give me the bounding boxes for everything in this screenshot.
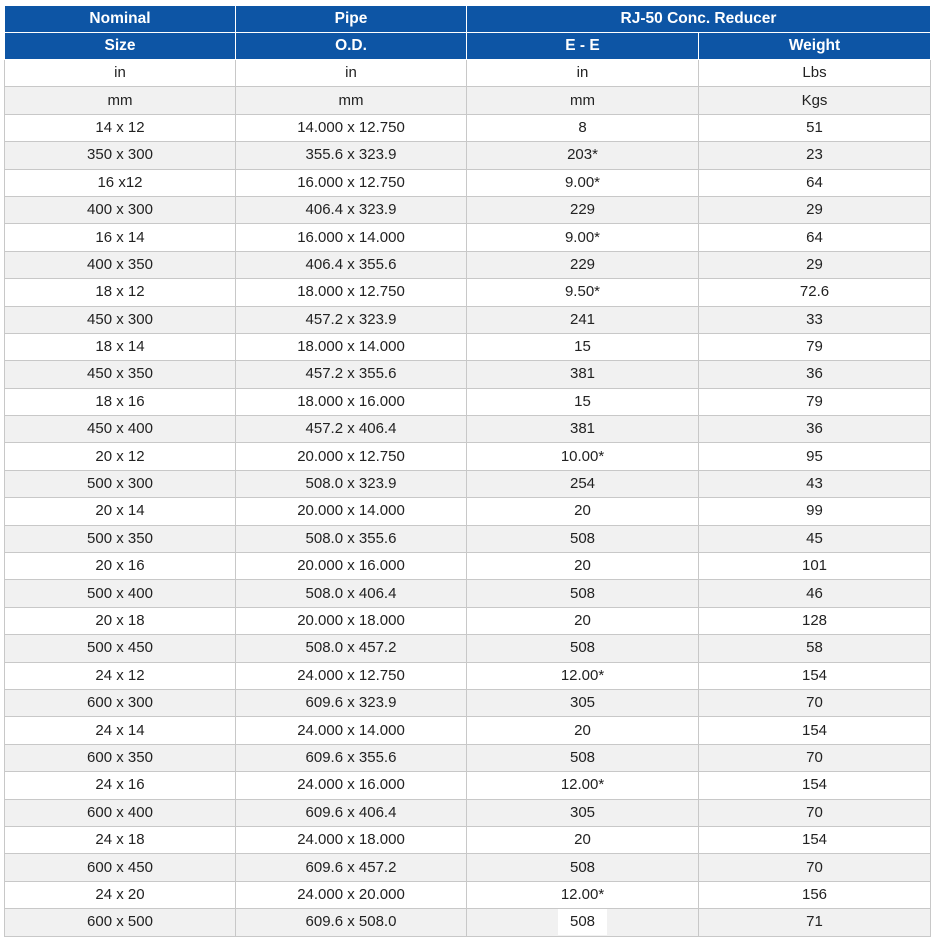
- weight-cell: Lbs: [699, 60, 931, 87]
- nominal-size-cell: 500 x 350: [5, 525, 236, 552]
- end-to-end-cell: 12.00*: [467, 662, 699, 689]
- nominal-size-cell: 400 x 300: [5, 196, 236, 223]
- table-row: [5, 717, 931, 744]
- table-row: [5, 799, 931, 826]
- end-to-end-cell: 254: [467, 470, 699, 497]
- table-row: [5, 826, 931, 853]
- pipe-od-cell: mm: [236, 87, 467, 114]
- pipe-od-header-line1: Pipe: [236, 6, 467, 33]
- table-row: [5, 388, 931, 415]
- pipe-od-cell: 24.000 x 18.000: [236, 826, 467, 853]
- table-row: [5, 689, 931, 716]
- table-row: [5, 224, 931, 251]
- pipe-od-cell: 406.4 x 323.9: [236, 196, 467, 223]
- end-to-end-cell: 241: [467, 306, 699, 333]
- pipe-od-cell: 457.2 x 323.9: [236, 306, 467, 333]
- nominal-size-cell: 450 x 300: [5, 306, 236, 333]
- end-to-end-cell: 229: [467, 196, 699, 223]
- pipe-od-cell: 18.000 x 16.000: [236, 388, 467, 415]
- weight-cell: 154: [699, 772, 931, 799]
- nominal-size-cell: 20 x 12: [5, 443, 236, 470]
- weight-cell: 79: [699, 333, 931, 360]
- weight-cell: 36: [699, 416, 931, 443]
- pipe-od-cell: 508.0 x 323.9: [236, 470, 467, 497]
- table-row: [5, 580, 931, 607]
- table-row: [5, 909, 931, 936]
- table-row: [5, 142, 931, 169]
- nominal-size-cell: 16 x 14: [5, 224, 236, 251]
- table-row: [5, 470, 931, 497]
- end-to-end-header: E - E: [467, 33, 699, 60]
- end-to-end-cell: 305: [467, 799, 699, 826]
- nominal-size-cell: mm: [5, 87, 236, 114]
- weight-cell: 70: [699, 799, 931, 826]
- end-to-end-cell: 508: [467, 635, 699, 662]
- nominal-size-cell: 20 x 18: [5, 607, 236, 634]
- end-to-end-cell: 508: [467, 854, 699, 881]
- end-to-end-cell: 15: [467, 388, 699, 415]
- weight-cell: 101: [699, 553, 931, 580]
- nominal-size-header-line2: Size: [5, 33, 236, 60]
- pipe-od-cell: 508.0 x 406.4: [236, 580, 467, 607]
- pipe-od-cell: 24.000 x 20.000: [236, 881, 467, 908]
- nominal-size-cell: 16 x12: [5, 169, 236, 196]
- reducer-spec-table-container: [4, 5, 930, 937]
- end-to-end-cell: 508: [467, 580, 699, 607]
- end-to-end-cell: 203*: [467, 142, 699, 169]
- nominal-size-cell: 500 x 450: [5, 635, 236, 662]
- table-row: [5, 306, 931, 333]
- end-to-end-cell: 20: [467, 498, 699, 525]
- nominal-size-cell: 350 x 300: [5, 142, 236, 169]
- table-row: [5, 553, 931, 580]
- table-row: [5, 744, 931, 771]
- end-to-end-cell: 9.00*: [467, 169, 699, 196]
- pipe-od-cell: 355.6 x 323.9: [236, 142, 467, 169]
- weight-cell: 70: [699, 854, 931, 881]
- reducer-group-header: RJ-50 Conc. Reducer: [467, 6, 931, 33]
- weight-cell: 95: [699, 443, 931, 470]
- table-body: [5, 60, 931, 937]
- pipe-od-cell: 24.000 x 16.000: [236, 772, 467, 799]
- weight-cell: 51: [699, 114, 931, 141]
- nominal-size-cell: 18 x 16: [5, 388, 236, 415]
- weight-cell: Kgs: [699, 87, 931, 114]
- end-to-end-cell: 12.00*: [467, 772, 699, 799]
- end-to-end-cell: 229: [467, 251, 699, 278]
- pipe-od-cell: 508.0 x 457.2: [236, 635, 467, 662]
- nominal-size-cell: 18 x 14: [5, 333, 236, 360]
- weight-cell: 23: [699, 142, 931, 169]
- pipe-od-cell: 20.000 x 16.000: [236, 553, 467, 580]
- weight-cell: 43: [699, 470, 931, 497]
- end-to-end-cell: 10.00*: [467, 443, 699, 470]
- weight-cell: 29: [699, 196, 931, 223]
- nominal-size-cell: in: [5, 60, 236, 87]
- weight-cell: 70: [699, 744, 931, 771]
- end-to-end-cell: 20: [467, 826, 699, 853]
- nominal-size-cell: 600 x 350: [5, 744, 236, 771]
- end-to-end-cell: 20: [467, 553, 699, 580]
- nominal-size-cell: 600 x 400: [5, 799, 236, 826]
- end-to-end-value: 508: [558, 909, 607, 935]
- weight-cell: 154: [699, 826, 931, 853]
- nominal-size-header-line1: Nominal: [5, 6, 236, 33]
- pipe-od-header-line2: O.D.: [236, 33, 467, 60]
- table-row: [5, 169, 931, 196]
- table-row: [5, 279, 931, 306]
- nominal-size-cell: 24 x 18: [5, 826, 236, 853]
- end-to-end-cell: 381: [467, 361, 699, 388]
- table-row: [5, 498, 931, 525]
- table-row: [5, 662, 931, 689]
- pipe-od-cell: 609.6 x 406.4: [236, 799, 467, 826]
- nominal-size-cell: 24 x 20: [5, 881, 236, 908]
- nominal-size-cell: 600 x 450: [5, 854, 236, 881]
- pipe-od-cell: 609.6 x 355.6: [236, 744, 467, 771]
- nominal-size-cell: 24 x 16: [5, 772, 236, 799]
- weight-cell: 128: [699, 607, 931, 634]
- nominal-size-cell: 18 x 12: [5, 279, 236, 306]
- weight-cell: 154: [699, 717, 931, 744]
- nominal-size-cell: 600 x 300: [5, 689, 236, 716]
- table-row: [5, 443, 931, 470]
- weight-cell: 33: [699, 306, 931, 333]
- table-row: [5, 525, 931, 552]
- weight-cell: 72.6: [699, 279, 931, 306]
- nominal-size-cell: 24 x 12: [5, 662, 236, 689]
- table-row: [5, 196, 931, 223]
- end-to-end-cell: 508: [467, 744, 699, 771]
- weight-header: Weight: [699, 33, 931, 60]
- table-row: [5, 416, 931, 443]
- nominal-size-cell: 400 x 350: [5, 251, 236, 278]
- table-row: [5, 854, 931, 881]
- nominal-size-cell: 20 x 16: [5, 553, 236, 580]
- pipe-od-cell: 14.000 x 12.750: [236, 114, 467, 141]
- table-row: [5, 361, 931, 388]
- end-to-end-cell: 8: [467, 114, 699, 141]
- table-row: [5, 881, 931, 908]
- end-to-end-cell: 9.00*: [467, 224, 699, 251]
- nominal-size-cell: 20 x 14: [5, 498, 236, 525]
- pipe-od-cell: in: [236, 60, 467, 87]
- table-row: [5, 607, 931, 634]
- end-to-end-cell: 305: [467, 689, 699, 716]
- table-row: [5, 333, 931, 360]
- end-to-end-cell: mm: [467, 87, 699, 114]
- nominal-size-cell: 500 x 300: [5, 470, 236, 497]
- pipe-od-cell: 406.4 x 355.6: [236, 251, 467, 278]
- weight-cell: 64: [699, 224, 931, 251]
- end-to-end-cell: 20: [467, 607, 699, 634]
- pipe-od-cell: 16.000 x 12.750: [236, 169, 467, 196]
- pipe-od-cell: 20.000 x 14.000: [236, 498, 467, 525]
- end-to-end-cell: 508: [467, 525, 699, 552]
- weight-cell: 71: [699, 909, 931, 936]
- pipe-od-cell: 18.000 x 12.750: [236, 279, 467, 306]
- weight-cell: 45: [699, 525, 931, 552]
- unit-row: [5, 60, 931, 87]
- table-row: [5, 635, 931, 662]
- end-to-end-cell: 381: [467, 416, 699, 443]
- pipe-od-cell: 20.000 x 12.750: [236, 443, 467, 470]
- weight-cell: 154: [699, 662, 931, 689]
- weight-cell: 29: [699, 251, 931, 278]
- nominal-size-cell: 450 x 350: [5, 361, 236, 388]
- pipe-od-cell: 508.0 x 355.6: [236, 525, 467, 552]
- pipe-od-cell: 24.000 x 12.750: [236, 662, 467, 689]
- reducer-spec-table: [4, 5, 931, 937]
- table-row: [5, 772, 931, 799]
- weight-cell: 36: [699, 361, 931, 388]
- nominal-size-cell: 500 x 400: [5, 580, 236, 607]
- pipe-od-cell: 16.000 x 14.000: [236, 224, 467, 251]
- weight-cell: 99: [699, 498, 931, 525]
- table-row: [5, 114, 931, 141]
- weight-cell: 70: [699, 689, 931, 716]
- table-header: [5, 6, 931, 60]
- end-to-end-cell: 9.50*: [467, 279, 699, 306]
- pipe-od-cell: 609.6 x 323.9: [236, 689, 467, 716]
- end-to-end-cell: 12.00*: [467, 881, 699, 908]
- weight-cell: 46: [699, 580, 931, 607]
- pipe-od-cell: 457.2 x 355.6: [236, 361, 467, 388]
- weight-cell: 64: [699, 169, 931, 196]
- end-to-end-cell: 15: [467, 333, 699, 360]
- nominal-size-cell: 450 x 400: [5, 416, 236, 443]
- pipe-od-cell: 20.000 x 18.000: [236, 607, 467, 634]
- end-to-end-cell: in: [467, 60, 699, 87]
- table-row: [5, 251, 931, 278]
- weight-cell: 156: [699, 881, 931, 908]
- nominal-size-cell: 600 x 500: [5, 909, 236, 936]
- nominal-size-cell: 24 x 14: [5, 717, 236, 744]
- end-to-end-cell: 20: [467, 717, 699, 744]
- end-to-end-cell: [467, 909, 699, 936]
- weight-cell: 79: [699, 388, 931, 415]
- pipe-od-cell: 609.6 x 508.0: [236, 909, 467, 936]
- weight-cell: 58: [699, 635, 931, 662]
- pipe-od-cell: 18.000 x 14.000: [236, 333, 467, 360]
- unit-row: [5, 87, 931, 114]
- pipe-od-cell: 457.2 x 406.4: [236, 416, 467, 443]
- nominal-size-cell: 14 x 12: [5, 114, 236, 141]
- pipe-od-cell: 609.6 x 457.2: [236, 854, 467, 881]
- pipe-od-cell: 24.000 x 14.000: [236, 717, 467, 744]
